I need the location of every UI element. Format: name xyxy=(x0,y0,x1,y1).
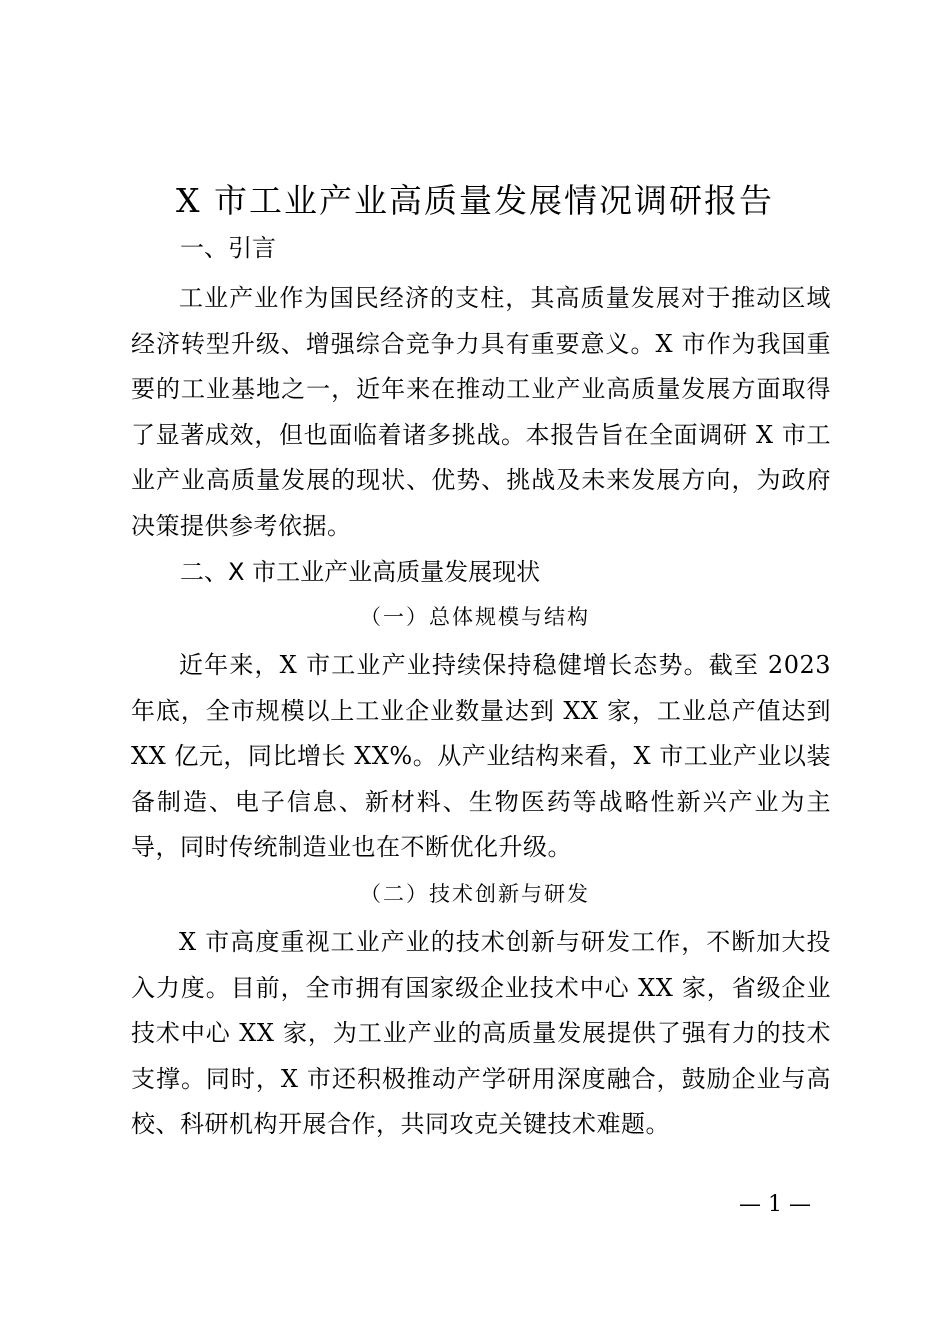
innovation-rd-paragraph: X 市高度重视工业产业的技术创新与研发工作，不断加大投入力度。目前，全市拥有国家级企业技术中心 XX 家，省级企业技术中心 XX 家，为工业产业的高质量发展提供了强有力的技术支撑。同时，X 市还积极推动产学研用深度融合，鼓励企业与高校、科研机构开展合作，共同攻克关键技术难题。 xyxy=(131,928,831,1138)
page-number: — 1 — xyxy=(739,1192,811,1217)
introduction-paragraph: 工业产业作为国民经济的支柱，其高质量发展对于推动区域经济转型升级、增强综合竞争力具有重要意义。X 市作为我国重要的工业基地之一，近年来在推动工业产业高质量发展方面取得了显著成效，但也面临着诸多挑战。本报告旨在全面调研 X 市工业产业高质量发展的现状、优势、挑战及未来发展方向，为政府决策提供参考依据。 xyxy=(131,284,831,540)
document-title: X 市工业产业高质量发展情况调研报告 xyxy=(176,181,774,220)
subsection-heading-scale-structure: （一）总体规模与结构 xyxy=(360,605,590,629)
subsection-heading-innovation-rd: （二）技术创新与研发 xyxy=(360,882,590,906)
section-heading-introduction: 一、引言 xyxy=(180,234,276,262)
scale-structure-paragraph: 近年来，X 市工业产业持续保持稳健增长态势。截至 2023 年底，全市规模以上工业企业数量达到 XX 家，工业总产值达到 XX 亿元，同比增长 XX%。从产业结构来看，X 市工业产业以装备制造、电子信息、新材料、生物医药等战略性新兴产业为主导，同时传统制造业也在不断优化升级。 xyxy=(131,651,831,861)
section-heading-current-status: 二、X 市工业产业高质量发展现状 xyxy=(180,558,541,586)
